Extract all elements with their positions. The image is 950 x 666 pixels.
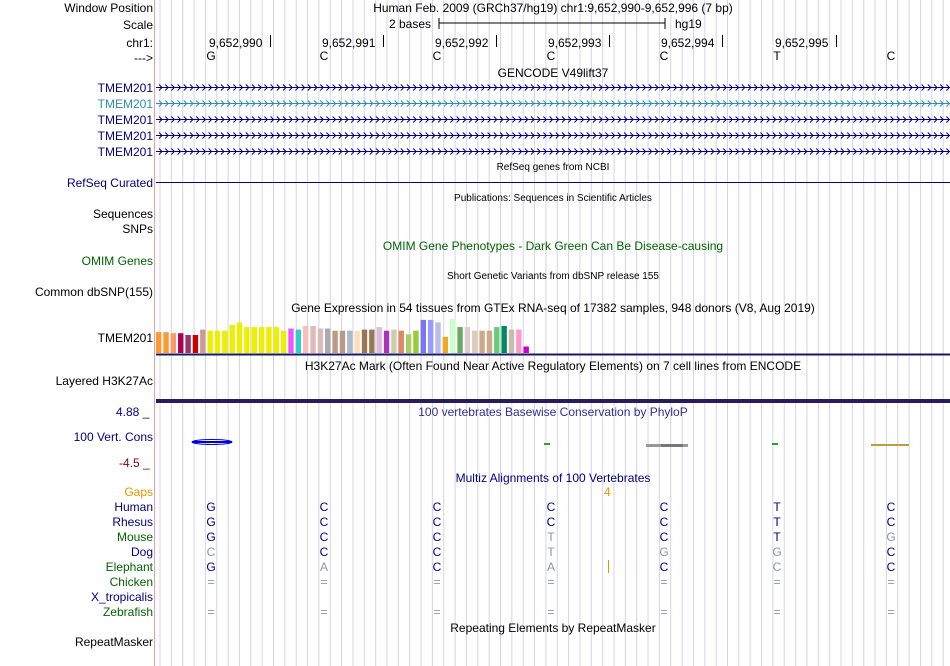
ruler-tick xyxy=(836,35,837,47)
multiz-base: T xyxy=(773,515,781,529)
multiz-base: G xyxy=(886,530,896,544)
gtex-tissue-bar xyxy=(244,327,249,353)
multiz-base: T xyxy=(773,530,781,544)
multiz-base: C xyxy=(319,530,329,544)
multiz-base: C xyxy=(319,515,329,529)
multiz-base: = xyxy=(660,605,668,619)
ruler-tick xyxy=(270,35,271,47)
gtex-tissue-bar xyxy=(200,330,205,353)
gtex-tissue-bar xyxy=(310,326,315,353)
gtex-tissue-bar xyxy=(288,329,293,353)
multiz-base: G xyxy=(206,515,216,529)
multiz-base: = xyxy=(773,605,781,619)
multiz-base: T xyxy=(547,545,555,559)
repeatmasker-track-title[interactable]: Repeating Elements by RepeatMasker xyxy=(450,621,656,635)
scale-label: Scale xyxy=(122,18,153,32)
gtex-tissue-bar xyxy=(516,330,521,353)
gtex-tissue-bar xyxy=(443,337,448,353)
gtex-tissue-bar xyxy=(156,332,161,353)
ruler-tick xyxy=(609,35,610,47)
gtex-tissue-bar xyxy=(215,331,220,353)
gtex-tissue-bar xyxy=(509,330,514,353)
gencode-track-title[interactable]: GENCODE V49lift37 xyxy=(497,66,609,80)
dbsnp-track-label[interactable]: Common dbSNP(155) xyxy=(34,285,153,299)
gtex-tissue-bar xyxy=(185,335,190,353)
multiz-base: G xyxy=(772,545,782,559)
multiz-base: T xyxy=(773,500,781,514)
phylop-signal-block xyxy=(772,443,778,445)
gencode-transcript-label[interactable]: TMEM201 xyxy=(97,81,153,95)
base-letter: C xyxy=(886,49,896,63)
multiz-base: G xyxy=(206,560,216,574)
gencode-transcript-label[interactable]: TMEM201 xyxy=(97,113,153,127)
multiz-base: C xyxy=(886,545,896,559)
gencode-transcript-label[interactable]: TMEM201 xyxy=(97,129,153,143)
phylop-track-title[interactable]: 100 vertebrates Basewise Conservation by PhyloP xyxy=(418,405,688,419)
multiz-base: = xyxy=(887,575,895,589)
gtex-tissue-bar xyxy=(332,331,337,353)
phylop-max-label: 4.88 _ xyxy=(116,405,150,419)
multiz-base: T xyxy=(547,530,555,544)
gtex-tissue-bar xyxy=(369,330,374,353)
scale-assembly: hg19 xyxy=(675,17,702,31)
gtex-tissue-bar xyxy=(428,320,433,353)
gtex-tissue-bar xyxy=(465,327,470,353)
refseq-gene-line[interactable] xyxy=(156,182,950,183)
multiz-base: C xyxy=(659,500,669,514)
phylop-min-label: -4.5 _ xyxy=(119,456,150,470)
publications-label-sequences[interactable]: Sequences xyxy=(92,207,153,221)
multiz-base: G xyxy=(659,545,669,559)
gtex-tissue-bar xyxy=(494,327,499,353)
multiz-base: C xyxy=(319,500,329,514)
multiz-base: = xyxy=(547,605,555,619)
gtex-track-title[interactable]: Gene Expression in 54 tissues from GTEx RNA-seq of 17382 samples, 948 donors (V8, Aug 2019) xyxy=(291,301,815,315)
multiz-base: C xyxy=(432,500,442,514)
gtex-tissue-bar xyxy=(457,327,462,353)
dbsnp-track-title[interactable]: Short Genetic Variants from dbSNP release 155 xyxy=(447,271,659,282)
multiz-species-label[interactable]: Mouse xyxy=(116,530,153,544)
gtex-tissue-bar xyxy=(193,335,198,353)
gencode-transcript-label[interactable]: TMEM201 xyxy=(97,97,153,111)
base-letter: C xyxy=(659,49,669,63)
gencode-transcripts[interactable] xyxy=(156,80,950,160)
multiz-base: = xyxy=(887,605,895,619)
multiz-species-label[interactable]: Chicken xyxy=(109,575,153,589)
multiz-base: C xyxy=(432,545,442,559)
scale-size: 2 bases xyxy=(389,17,432,31)
multiz-base: C xyxy=(546,500,556,514)
gtex-bar-chart[interactable] xyxy=(156,316,950,356)
base-letter: C xyxy=(319,49,329,63)
omim-track-title[interactable]: OMIM Gene Phenotypes - Dark Green Can Be Disease-causing xyxy=(382,239,724,253)
ruler-tick xyxy=(496,35,497,47)
ruler-tick xyxy=(722,35,723,47)
multiz-base: C xyxy=(432,530,442,544)
gtex-tissue-bar xyxy=(296,330,301,353)
base-letter: C xyxy=(432,49,442,63)
base-letter: G xyxy=(206,49,216,63)
multiz-species-label[interactable]: Elephant xyxy=(105,560,153,574)
multiz-base: C xyxy=(659,515,669,529)
phylop-signal[interactable] xyxy=(156,436,950,450)
gtex-tissue-bar xyxy=(252,327,257,353)
gtex-tissue-bar xyxy=(222,331,227,353)
multiz-base: C xyxy=(206,545,216,559)
ruler-position-label: 9,652,992 xyxy=(435,36,489,50)
gtex-tissue-bar xyxy=(281,331,286,353)
gtex-tissue-bar xyxy=(450,319,455,353)
publications-track-title[interactable]: Publications: Sequences in Scientific Articles xyxy=(454,193,652,204)
gtex-tissue-bar xyxy=(230,325,235,353)
multiz-base: = xyxy=(433,575,441,589)
refseq-track-label[interactable]: RefSeq Curated xyxy=(66,176,153,190)
multiz-base: C xyxy=(886,560,896,574)
multiz-base: G xyxy=(206,530,216,544)
gtex-tissue-bar xyxy=(391,330,396,353)
multiz-species-label[interactable]: Dog xyxy=(130,545,153,559)
gtex-tissue-bar xyxy=(501,326,506,353)
multiz-base: C xyxy=(319,545,329,559)
multiz-base: C xyxy=(886,500,896,514)
gtex-tissue-bar xyxy=(340,331,345,353)
gtex-tissue-bar xyxy=(479,331,484,353)
multiz-gaps-label: Gaps xyxy=(124,485,153,499)
phylop-signal-block xyxy=(544,443,550,445)
ruler-position-label: 9,652,991 xyxy=(322,36,376,50)
gtex-tissue-bar xyxy=(421,320,426,353)
scale-bar xyxy=(438,16,668,32)
gtex-tissue-bar xyxy=(303,326,308,353)
multiz-species-label[interactable]: Human xyxy=(114,500,153,514)
gtex-tissue-bar xyxy=(207,331,212,353)
multiz-base: = xyxy=(547,575,555,589)
refseq-track-title[interactable]: RefSeq genes from NCBI xyxy=(496,162,610,173)
phylop-track-label[interactable]: 100 Vert. Cons xyxy=(73,430,153,444)
window-position-label: Window Position xyxy=(64,1,153,15)
multiz-base: = xyxy=(433,605,441,619)
window-position-value: Human Feb. 2009 (GRCh37/hg19) chr1:9,652,990-9,652,996 (7 bp) xyxy=(373,1,733,15)
multiz-base: = xyxy=(660,575,668,589)
gencode-transcript-label[interactable]: TMEM201 xyxy=(97,145,153,159)
multiz-base: C xyxy=(659,530,669,544)
multiz-base: A xyxy=(319,560,328,574)
gtex-tissue-bar xyxy=(377,327,382,353)
multiz-base: = xyxy=(320,605,328,619)
multiz-species-label[interactable]: X_tropicalis xyxy=(90,590,153,604)
gtex-tissue-bar xyxy=(399,331,404,353)
multiz-insertion-marker xyxy=(608,560,609,573)
gtex-track-label[interactable]: TMEM201 xyxy=(97,331,153,345)
base-letter: C xyxy=(546,49,556,63)
multiz-track-title[interactable]: Multiz Alignments of 100 Vertebrates xyxy=(455,471,651,485)
multiz-base: = xyxy=(773,575,781,589)
h3k27ac-track-title[interactable]: H3K27Ac Mark (Often Found Near Active Regulatory Elements) on 7 cell lines from ENCODE xyxy=(304,359,802,373)
ruler-tick xyxy=(383,35,384,47)
multiz-base: C xyxy=(886,515,896,529)
gtex-tissue-bar xyxy=(435,322,440,353)
omim-track-label[interactable]: OMIM Genes xyxy=(81,254,153,268)
multiz-base: C xyxy=(432,515,442,529)
gtex-tissue-bar xyxy=(524,347,529,353)
multiz-species-label[interactable]: Zebrafish xyxy=(102,605,153,619)
gtex-tissue-bar xyxy=(413,331,418,353)
base-letter: T xyxy=(773,49,781,63)
gtex-tissue-bar xyxy=(178,333,183,353)
gtex-tissue-bar xyxy=(237,322,242,353)
multiz-base: A xyxy=(546,560,555,574)
phylop-signal-block xyxy=(871,444,909,446)
gtex-tissue-bar xyxy=(354,331,359,353)
h3k27ac-signal[interactable] xyxy=(156,399,950,403)
phylop-signal-block xyxy=(661,444,683,447)
gtex-tissue-bar xyxy=(406,334,411,353)
gtex-tissue-bar xyxy=(487,331,492,353)
gtex-tissue-bar xyxy=(347,331,352,353)
multiz-species-label[interactable]: Rhesus xyxy=(112,515,153,529)
multiz-base: G xyxy=(206,500,216,514)
gtex-tissue-bar xyxy=(325,329,330,353)
gtex-tissue-bar xyxy=(259,327,264,353)
multiz-base: = xyxy=(320,575,328,589)
phylop-signal-block xyxy=(192,441,232,443)
gtex-tissue-bar xyxy=(384,331,389,353)
multiz-base: C xyxy=(659,560,669,574)
gtex-tissue-bar xyxy=(362,330,367,353)
h3k27ac-track-label[interactable]: Layered H3K27Ac xyxy=(55,374,153,388)
gtex-tissue-bar xyxy=(163,332,168,353)
multiz-gaps-value: 4 xyxy=(604,485,611,499)
gtex-tissue-bar xyxy=(472,331,477,353)
gtex-tissue-bar xyxy=(318,329,323,353)
ruler-position-label: 9,652,995 xyxy=(775,36,829,50)
multiz-base: = xyxy=(207,605,215,619)
ruler-position-label: 9,652,994 xyxy=(661,36,715,50)
publications-label-snps[interactable]: SNPs xyxy=(122,222,153,236)
repeatmasker-track-label[interactable]: RepeatMasker xyxy=(74,635,153,649)
multiz-base: C xyxy=(432,560,442,574)
multiz-base: = xyxy=(207,575,215,589)
ruler-position-label: 9,652,993 xyxy=(548,36,602,50)
ruler-position-label: 9,652,990 xyxy=(209,36,263,50)
gtex-tissue-bar xyxy=(266,327,271,353)
gtex-tissue-bar xyxy=(171,333,176,353)
label-column-separator xyxy=(154,0,155,666)
strand-label: ---> xyxy=(134,51,153,65)
gtex-tissue-bar xyxy=(274,327,279,353)
chrom-label: chr1: xyxy=(126,36,153,50)
multiz-base: C xyxy=(772,560,782,574)
multiz-base: C xyxy=(546,515,556,529)
